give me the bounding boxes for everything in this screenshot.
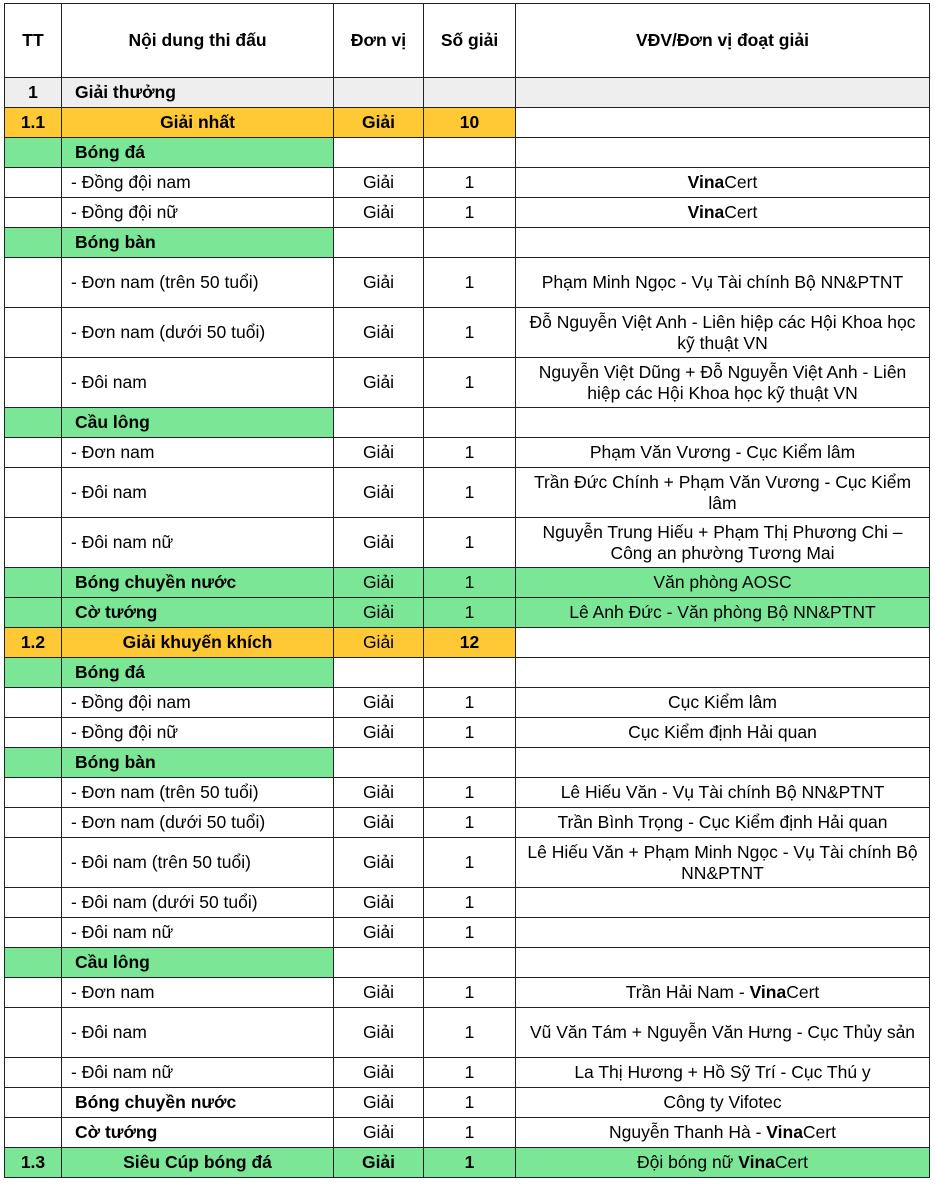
cell-count: 1 bbox=[424, 468, 516, 518]
cell-tt bbox=[5, 518, 62, 568]
cell-winner: Phạm Văn Vương - Cục Kiểm lâm bbox=[516, 438, 930, 468]
cell-winner: Đỗ Nguyễn Việt Anh - Liên hiệp các Hội Khoa học kỹ thuật VN bbox=[516, 308, 930, 358]
cell-content: - Đôi nam nữ bbox=[62, 518, 334, 568]
cell-unit bbox=[334, 228, 424, 258]
cell-unit: Giải bbox=[334, 258, 424, 308]
cell-content: Cầu lông bbox=[62, 948, 334, 978]
table-row bbox=[5, 168, 930, 198]
awards-table bbox=[4, 3, 930, 1178]
cell-winner bbox=[516, 138, 930, 168]
cell-unit: Giải bbox=[334, 688, 424, 718]
cell-count: 1 bbox=[424, 718, 516, 748]
table-row-category bbox=[5, 568, 930, 598]
cell-tt bbox=[5, 658, 62, 688]
table-row-category bbox=[5, 598, 930, 628]
cell-count: 1 bbox=[424, 358, 516, 408]
cell-winner: Trần Bình Trọng - Cục Kiểm định Hải quan bbox=[516, 808, 930, 838]
cell-count: 1 bbox=[424, 598, 516, 628]
cell-winner bbox=[516, 748, 930, 778]
cell-count: 1 bbox=[424, 888, 516, 918]
cell-content: Cầu lông bbox=[62, 408, 334, 438]
cell-tt bbox=[5, 308, 62, 358]
winner-brand-rest: Cert bbox=[724, 202, 758, 222]
cell-count: 1 bbox=[424, 978, 516, 1008]
cell-count: 1 bbox=[424, 808, 516, 838]
cell-unit: Giải bbox=[334, 598, 424, 628]
cell-winner: La Thị Hương + Hồ Sỹ Trí - Cục Thú y bbox=[516, 1058, 930, 1088]
cell-tt bbox=[5, 778, 62, 808]
cell-winner bbox=[516, 628, 930, 658]
cell-winner bbox=[516, 888, 930, 918]
cell-tt bbox=[5, 198, 62, 228]
table-row-category bbox=[5, 228, 930, 258]
cell-winner: Lê Hiếu Văn + Phạm Minh Ngọc - Vụ Tài chính Bộ NN&PTNT bbox=[516, 838, 930, 888]
cell-content: - Đơn nam bbox=[62, 438, 334, 468]
cell-count: 1 bbox=[424, 258, 516, 308]
cell-tt bbox=[5, 918, 62, 948]
cell-count: 1 bbox=[424, 918, 516, 948]
cell-tt bbox=[5, 568, 62, 598]
cell-content: Bóng bàn bbox=[62, 748, 334, 778]
cell-unit: Giải bbox=[334, 838, 424, 888]
cell-unit: Giải bbox=[334, 108, 424, 138]
cell-winner bbox=[516, 918, 930, 948]
cell-winner: Vũ Văn Tám + Nguyễn Văn Hưng - Cục Thủy sản bbox=[516, 1008, 930, 1058]
cell-count: 1 bbox=[424, 308, 516, 358]
cell-content: Cờ tướng bbox=[62, 598, 334, 628]
cell-unit: Giải bbox=[334, 1148, 424, 1178]
table-row bbox=[5, 308, 930, 358]
cell-unit: Giải bbox=[334, 518, 424, 568]
winner-brand-bold: Vina bbox=[687, 172, 725, 192]
cell-content: - Đơn nam (trên 50 tuổi) bbox=[62, 778, 334, 808]
cell-unit: Giải bbox=[334, 468, 424, 518]
cell-unit: Giải bbox=[334, 438, 424, 468]
cell-winner bbox=[516, 1118, 930, 1148]
table-row bbox=[5, 808, 930, 838]
header-count: Số giải bbox=[424, 4, 516, 78]
header-content: Nội dung thi đấu bbox=[62, 4, 334, 78]
cell-count: 1 bbox=[424, 568, 516, 598]
cell-winner bbox=[516, 78, 930, 108]
cell-count: 10 bbox=[424, 108, 516, 138]
cell-count: 1 bbox=[424, 438, 516, 468]
cell-content: - Đôi nam (dưới 50 tuổi) bbox=[62, 888, 334, 918]
cell-unit bbox=[334, 658, 424, 688]
cell-tt bbox=[5, 468, 62, 518]
table-row bbox=[5, 258, 930, 308]
table-row-category bbox=[5, 748, 930, 778]
cell-count: 1 bbox=[424, 1008, 516, 1058]
cell-tt bbox=[5, 718, 62, 748]
cell-tt: 1.1 bbox=[5, 108, 62, 138]
table-row bbox=[5, 468, 930, 518]
cell-count: 1 bbox=[424, 168, 516, 198]
cell-count bbox=[424, 748, 516, 778]
cell-unit bbox=[334, 138, 424, 168]
cell-unit: Giải bbox=[334, 978, 424, 1008]
table-header-row bbox=[5, 4, 930, 78]
cell-unit: Giải bbox=[334, 198, 424, 228]
winner-brand-rest: Cert bbox=[774, 1152, 808, 1172]
cell-content: - Đôi nam nữ bbox=[62, 918, 334, 948]
cell-winner: Phạm Minh Ngọc - Vụ Tài chính Bộ NN&PTNT bbox=[516, 258, 930, 308]
cell-unit: Giải bbox=[334, 1118, 424, 1148]
cell-winner: Nguyễn Việt Dũng + Đỗ Nguyễn Việt Anh - Liên hiệp các Hội Khoa học kỹ thuật VN bbox=[516, 358, 930, 408]
cell-winner bbox=[516, 198, 930, 228]
cell-count: 1 bbox=[424, 198, 516, 228]
winner-brand-bold: Vina bbox=[687, 202, 725, 222]
table-row bbox=[5, 918, 930, 948]
cell-tt bbox=[5, 438, 62, 468]
table-row-category bbox=[5, 408, 930, 438]
cell-winner bbox=[516, 108, 930, 138]
table-row-prize-tier bbox=[5, 628, 930, 658]
cell-winner: Lê Anh Đức - Văn phòng Bộ NN&PTNT bbox=[516, 598, 930, 628]
cell-winner: Văn phòng AOSC bbox=[516, 568, 930, 598]
cell-content: Bóng chuyền nước bbox=[62, 568, 334, 598]
cell-winner bbox=[516, 408, 930, 438]
cell-content: - Đôi nam (trên 50 tuổi) bbox=[62, 838, 334, 888]
cell-content: - Đồng đội nam bbox=[62, 688, 334, 718]
table-row-category bbox=[5, 658, 930, 688]
winner-brand-bold: Vina bbox=[749, 982, 787, 1002]
cell-tt: 1.2 bbox=[5, 628, 62, 658]
cell-tt bbox=[5, 1088, 62, 1118]
cell-tt bbox=[5, 888, 62, 918]
cell-tt: 1 bbox=[5, 78, 62, 108]
cell-tt bbox=[5, 598, 62, 628]
header-winner: VĐV/Đơn vị đoạt giải bbox=[516, 4, 930, 78]
cell-unit: Giải bbox=[334, 1058, 424, 1088]
cell-winner bbox=[516, 948, 930, 978]
cell-tt bbox=[5, 228, 62, 258]
table-row bbox=[5, 978, 930, 1008]
cell-count bbox=[424, 78, 516, 108]
cell-count bbox=[424, 408, 516, 438]
cell-unit: Giải bbox=[334, 168, 424, 198]
cell-content: Giải khuyến khích bbox=[62, 628, 334, 658]
cell-winner bbox=[516, 228, 930, 258]
cell-winner: Nguyễn Trung Hiếu + Phạm Thị Phương Chi – Công an phường Tương Mai bbox=[516, 518, 930, 568]
table-row bbox=[5, 358, 930, 408]
table-row bbox=[5, 888, 930, 918]
cell-count: 1 bbox=[424, 838, 516, 888]
cell-count: 1 bbox=[424, 518, 516, 568]
table-row-prize-tier bbox=[5, 108, 930, 138]
cell-content: Bóng đá bbox=[62, 138, 334, 168]
cell-unit bbox=[334, 748, 424, 778]
cell-tt bbox=[5, 748, 62, 778]
cell-content: - Đồng đội nam bbox=[62, 168, 334, 198]
cell-count bbox=[424, 228, 516, 258]
cell-unit: Giải bbox=[334, 918, 424, 948]
cell-tt bbox=[5, 168, 62, 198]
table-row bbox=[5, 1058, 930, 1088]
winner-text: Trần Hải Nam - bbox=[625, 982, 750, 1002]
cell-winner bbox=[516, 658, 930, 688]
cell-tt bbox=[5, 1008, 62, 1058]
cell-content: Cờ tướng bbox=[62, 1118, 334, 1148]
table-row bbox=[5, 1088, 930, 1118]
cell-content: - Đôi nam bbox=[62, 468, 334, 518]
cell-tt bbox=[5, 978, 62, 1008]
cell-content: - Đơn nam (dưới 50 tuổi) bbox=[62, 808, 334, 838]
table-row bbox=[5, 518, 930, 568]
cell-count: 1 bbox=[424, 1148, 516, 1178]
cell-tt: 1.3 bbox=[5, 1148, 62, 1178]
table-row-section bbox=[5, 78, 930, 108]
cell-content: - Đồng đội nữ bbox=[62, 198, 334, 228]
cell-unit bbox=[334, 78, 424, 108]
cell-unit bbox=[334, 948, 424, 978]
table-row bbox=[5, 438, 930, 468]
cell-tt bbox=[5, 258, 62, 308]
cell-content: - Đôi nam bbox=[62, 1008, 334, 1058]
cell-count bbox=[424, 658, 516, 688]
cell-content: - Đôi nam bbox=[62, 358, 334, 408]
cell-winner: Cục Kiểm lâm bbox=[516, 688, 930, 718]
winner-brand-rest: Cert bbox=[802, 1122, 836, 1142]
winner-brand-bold: Vina bbox=[766, 1122, 803, 1142]
header-unit: Đơn vị bbox=[334, 4, 424, 78]
cell-count: 1 bbox=[424, 1058, 516, 1088]
table-row bbox=[5, 778, 930, 808]
cell-unit: Giải bbox=[334, 358, 424, 408]
cell-winner bbox=[516, 1148, 930, 1178]
table-row-category bbox=[5, 948, 930, 978]
table-row bbox=[5, 198, 930, 228]
cell-tt bbox=[5, 408, 62, 438]
cell-winner: Công ty Vifotec bbox=[516, 1088, 930, 1118]
cell-count: 1 bbox=[424, 688, 516, 718]
cell-content: - Đơn nam (dưới 50 tuổi) bbox=[62, 308, 334, 358]
cell-count: 1 bbox=[424, 778, 516, 808]
cell-count: 1 bbox=[424, 1118, 516, 1148]
cell-tt bbox=[5, 688, 62, 718]
cell-content: Giải nhất bbox=[62, 108, 334, 138]
winner-brand-bold: Vina bbox=[738, 1152, 775, 1172]
table-row-super-cup bbox=[5, 1148, 930, 1178]
cell-winner bbox=[516, 168, 930, 198]
winner-brand-rest: Cert bbox=[786, 982, 820, 1002]
cell-unit: Giải bbox=[334, 308, 424, 358]
table-row bbox=[5, 1008, 930, 1058]
cell-content: - Đơn nam bbox=[62, 978, 334, 1008]
winner-text: Đội bóng nữ bbox=[637, 1152, 739, 1172]
cell-tt bbox=[5, 838, 62, 888]
cell-unit: Giải bbox=[334, 1088, 424, 1118]
table-row-category bbox=[5, 138, 930, 168]
cell-winner bbox=[516, 978, 930, 1008]
table-row bbox=[5, 838, 930, 888]
cell-unit: Giải bbox=[334, 1008, 424, 1058]
cell-content: Giải thưởng bbox=[62, 78, 334, 108]
cell-tt bbox=[5, 138, 62, 168]
cell-unit: Giải bbox=[334, 718, 424, 748]
cell-unit: Giải bbox=[334, 568, 424, 598]
cell-unit: Giải bbox=[334, 888, 424, 918]
cell-count bbox=[424, 138, 516, 168]
cell-tt bbox=[5, 808, 62, 838]
cell-tt bbox=[5, 1118, 62, 1148]
cell-unit: Giải bbox=[334, 628, 424, 658]
cell-unit: Giải bbox=[334, 808, 424, 838]
table-row bbox=[5, 718, 930, 748]
cell-count bbox=[424, 948, 516, 978]
cell-winner: Lê Hiếu Văn - Vụ Tài chính Bộ NN&PTNT bbox=[516, 778, 930, 808]
cell-tt bbox=[5, 358, 62, 408]
table-row bbox=[5, 688, 930, 718]
cell-content: Bóng bàn bbox=[62, 228, 334, 258]
cell-content: - Đơn nam (trên 50 tuổi) bbox=[62, 258, 334, 308]
cell-content: Siêu Cúp bóng đá bbox=[62, 1148, 334, 1178]
table-row bbox=[5, 1118, 930, 1148]
cell-unit: Giải bbox=[334, 778, 424, 808]
cell-tt bbox=[5, 948, 62, 978]
cell-content: - Đồng đội nữ bbox=[62, 718, 334, 748]
cell-count: 12 bbox=[424, 628, 516, 658]
header-tt: TT bbox=[5, 4, 62, 78]
cell-tt bbox=[5, 1058, 62, 1088]
cell-unit bbox=[334, 408, 424, 438]
cell-count: 1 bbox=[424, 1088, 516, 1118]
cell-content: Bóng đá bbox=[62, 658, 334, 688]
winner-text: Nguyễn Thanh Hà - bbox=[609, 1122, 767, 1142]
cell-content: - Đôi nam nữ bbox=[62, 1058, 334, 1088]
cell-content: Bóng chuyền nước bbox=[62, 1088, 334, 1118]
winner-brand-rest: Cert bbox=[724, 172, 758, 192]
cell-winner: Trần Đức Chính + Phạm Văn Vương - Cục Kiểm lâm bbox=[516, 468, 930, 518]
cell-winner: Cục Kiểm định Hải quan bbox=[516, 718, 930, 748]
